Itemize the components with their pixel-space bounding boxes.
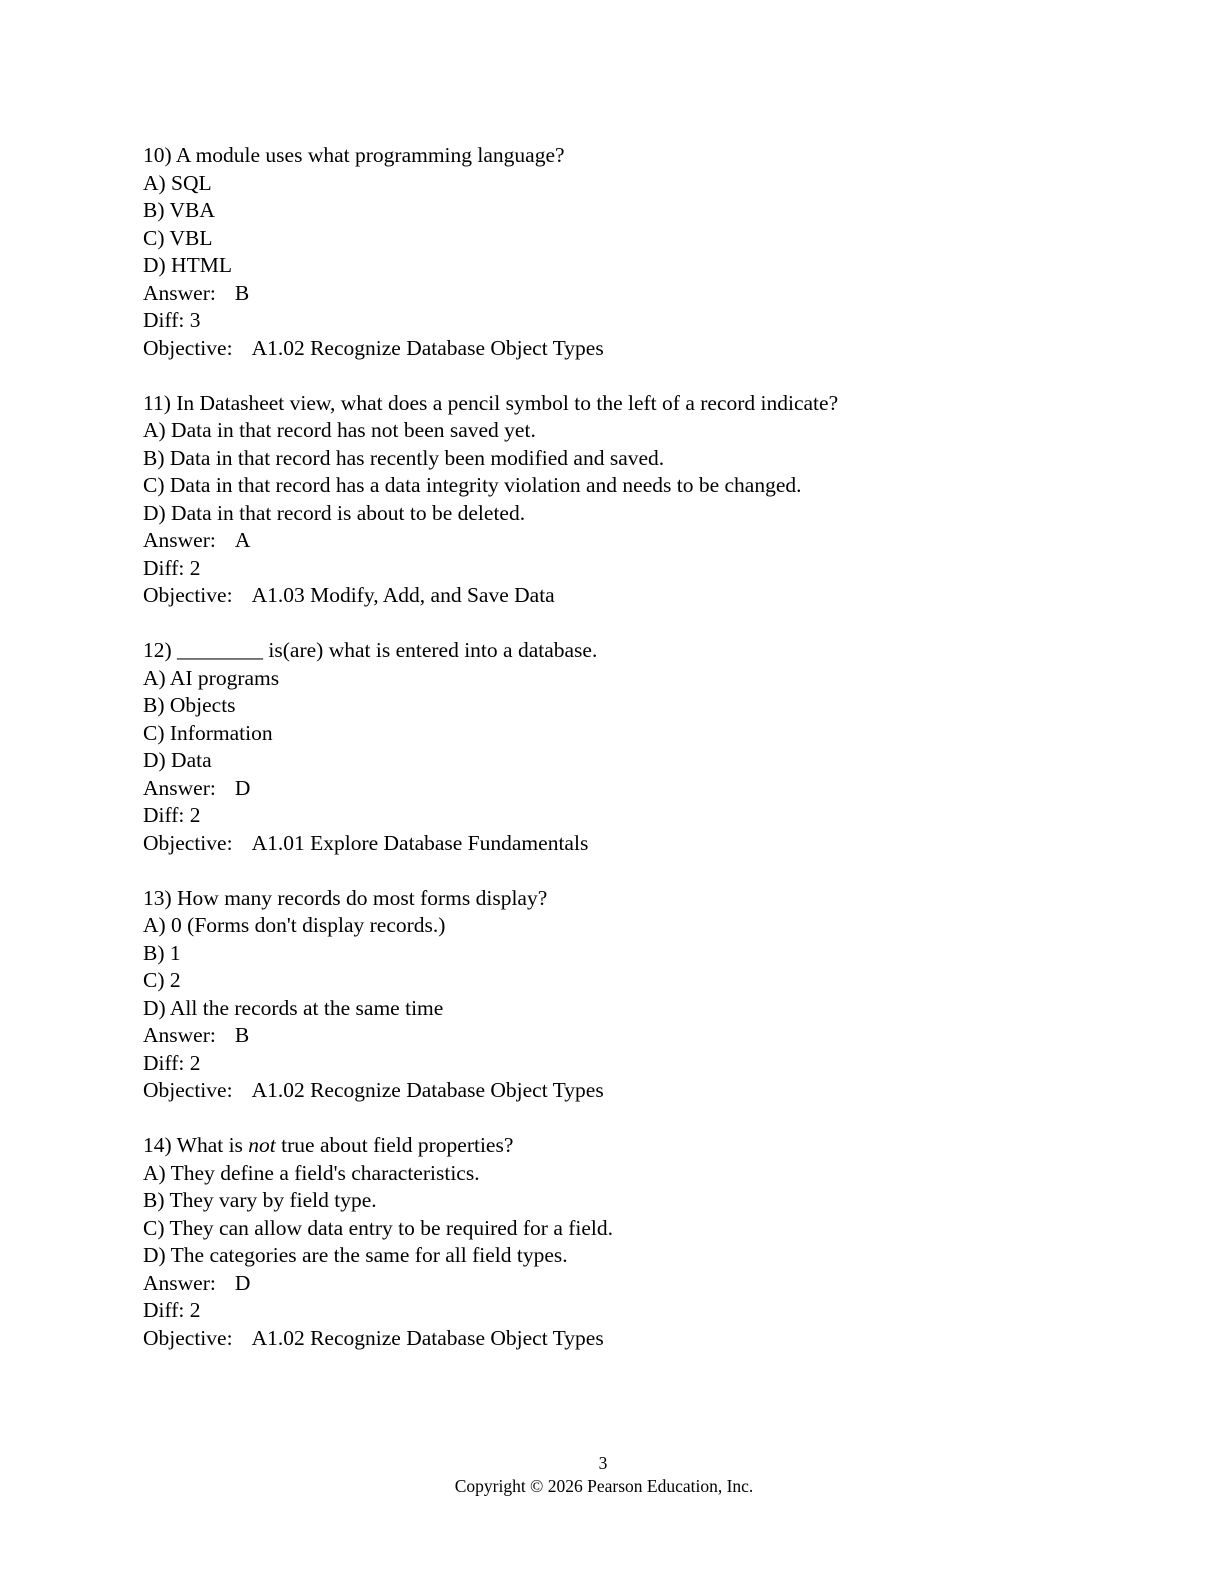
answer-choice: A) 0 (Forms don't display records.) bbox=[143, 913, 446, 937]
answer-choice: B) They vary by field type. bbox=[143, 1188, 377, 1212]
objective-line bbox=[143, 335, 1083, 363]
answer-choice: B) 1 bbox=[143, 940, 181, 965]
difficulty-line: Diff: 2 bbox=[143, 1050, 201, 1075]
answer-choice: B) Data in that record has recently been modified and saved. bbox=[143, 445, 665, 470]
question-stem bbox=[143, 390, 1083, 418]
answer-choice: D) The categories are the same for all field types. bbox=[143, 1243, 568, 1267]
question-stem-text: 14) What is bbox=[143, 1133, 249, 1157]
answer-line bbox=[143, 775, 1083, 803]
answer-choice: A) They define a field's characteristics. bbox=[143, 1160, 480, 1185]
objective-label: Objective: bbox=[143, 583, 233, 607]
answer-choice: C) Information bbox=[143, 720, 273, 745]
answer-label: Answer: bbox=[143, 1023, 216, 1047]
difficulty-line: Diff: 2 bbox=[143, 555, 201, 580]
answer-value: B bbox=[234, 280, 250, 305]
question-stem bbox=[143, 637, 1083, 665]
answer-value: A bbox=[234, 528, 251, 552]
objective-label: Objective: bbox=[143, 830, 233, 855]
answer-choice: C) Data in that record has a data integrity violation and needs to be changed. bbox=[143, 473, 802, 497]
question-stem bbox=[143, 1132, 1083, 1160]
objective-line bbox=[143, 830, 1083, 858]
answer-choice: C) 2 bbox=[143, 968, 181, 992]
difficulty-line: Diff: 2 bbox=[143, 803, 201, 827]
question-stem-text: 10) A module uses what programming language? bbox=[143, 143, 565, 167]
answer-label: Answer: bbox=[143, 528, 216, 552]
question-stem bbox=[143, 885, 1083, 913]
answer-choice: C) They can allow data entry to be required for a field. bbox=[143, 1215, 614, 1240]
objective-label: Objective: bbox=[143, 1078, 233, 1102]
question-block bbox=[143, 142, 1083, 362]
question-block bbox=[143, 390, 1083, 610]
answer-value: B bbox=[234, 1023, 250, 1047]
answer-label: Answer: bbox=[143, 775, 216, 800]
question-stem-text: true about field properties? bbox=[275, 1133, 514, 1157]
answer-line bbox=[143, 280, 1083, 308]
answer-label: Answer: bbox=[143, 280, 216, 305]
answer-choice: A) SQL bbox=[143, 170, 212, 195]
question-block bbox=[143, 1132, 1083, 1352]
question-stem bbox=[143, 142, 1083, 170]
question-list bbox=[143, 142, 1083, 1380]
answer-value: D bbox=[234, 1270, 251, 1295]
answer-label: Answer: bbox=[143, 1270, 216, 1295]
answer-line bbox=[143, 527, 1083, 555]
answer-value: D bbox=[234, 775, 251, 800]
objective-value: A1.01 Explore Database Fundamentals bbox=[251, 830, 589, 855]
answer-choice: B) Objects bbox=[143, 693, 236, 717]
objective-value: A1.02 Recognize Database Object Types bbox=[251, 1078, 604, 1102]
question-stem-text: 13) How many records do most forms display? bbox=[143, 885, 548, 910]
page-footer bbox=[0, 1452, 1224, 1498]
copyright-notice: Copyright © 2026 Pearson Education, Inc. bbox=[454, 1476, 754, 1496]
answer-choice: D) All the records at the same time bbox=[143, 995, 444, 1020]
objective-value: A1.03 Modify, Add, and Save Data bbox=[251, 583, 555, 607]
page-number: 3 bbox=[598, 1453, 608, 1473]
answer-choice: C) VBL bbox=[143, 225, 213, 250]
answer-line bbox=[143, 1022, 1083, 1050]
answer-line bbox=[143, 1270, 1083, 1298]
question-stem-emphasis: not bbox=[248, 1133, 276, 1157]
objective-value: A1.02 Recognize Database Object Types bbox=[251, 335, 604, 360]
answer-choice: A) Data in that record has not been saved yet. bbox=[143, 418, 536, 442]
question-block bbox=[143, 637, 1083, 857]
objective-line bbox=[143, 1077, 1083, 1105]
objective-label: Objective: bbox=[143, 335, 233, 360]
question-block bbox=[143, 885, 1083, 1105]
objective-line bbox=[143, 1325, 1083, 1353]
objective-value: A1.02 Recognize Database Object Types bbox=[251, 1325, 604, 1350]
answer-choice: D) HTML bbox=[143, 253, 232, 277]
objective-line bbox=[143, 582, 1083, 610]
question-stem-text: 11) In Datasheet view, what does a pencil symbol to the left of a record indicate? bbox=[143, 390, 839, 415]
answer-choice: D) Data bbox=[143, 748, 212, 772]
answer-choice: D) Data in that record is about to be deleted. bbox=[143, 500, 526, 525]
answer-choice: B) VBA bbox=[143, 198, 215, 222]
difficulty-line: Diff: 3 bbox=[143, 308, 201, 332]
answer-choice: A) AI programs bbox=[143, 665, 280, 690]
objective-label: Objective: bbox=[143, 1325, 233, 1350]
difficulty-line: Diff: 2 bbox=[143, 1298, 201, 1322]
question-stem-text: 12) ________ is(are) what is entered into a database. bbox=[143, 638, 598, 662]
